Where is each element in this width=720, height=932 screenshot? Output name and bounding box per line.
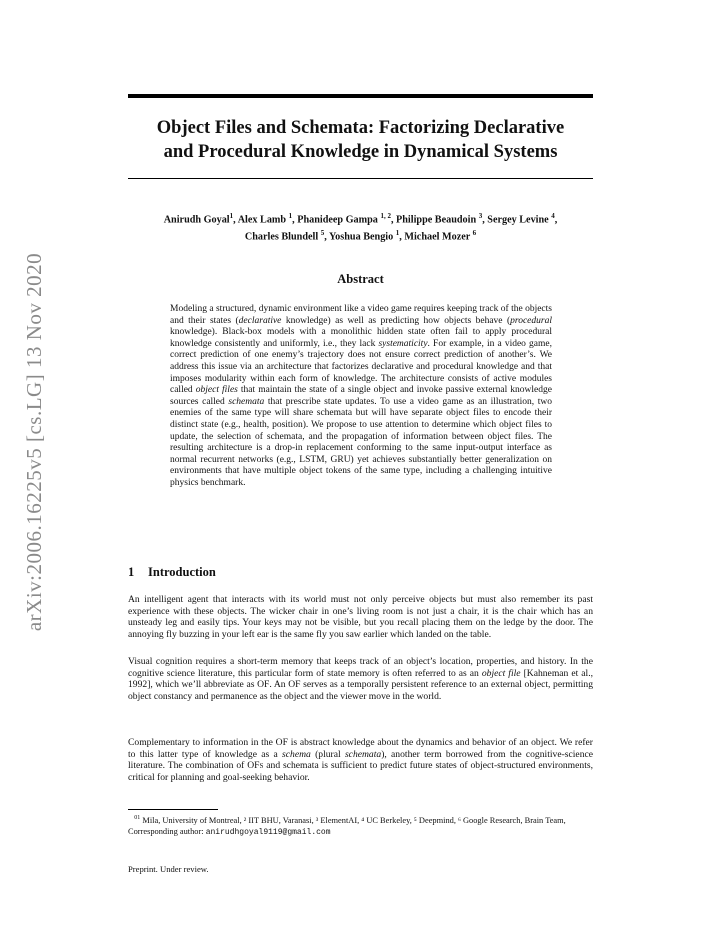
corresponding-email[interactable]: anirudhgoyal9119@gmail.com <box>205 827 331 837</box>
abstract-text: knowledge) as well as predicting how objects behave ( <box>281 315 511 326</box>
preprint-notice: Preprint. Under review. <box>128 864 209 874</box>
author-affiliation: 1 <box>229 212 234 220</box>
abstract-heading: Abstract <box>337 272 384 286</box>
abbreviation-of: OF <box>288 679 301 691</box>
author-name: Sergey Levine <box>487 214 552 226</box>
abstract-text: knowledge). Black-box models with a monolithic hidden state often fail to apply procedural knowledge consistently and uniformly, i.e., they lack <box>170 327 552 349</box>
author-affiliation: 6 <box>472 228 477 237</box>
paragraph-text: . An <box>269 679 289 691</box>
paragraph-text: and schemata is sufficient to predict future states of object-structured environments, critical for planning and goal-seeking behavior. <box>128 760 593 783</box>
paragraph-text: is abstract knowledge about the dynamics and behavior of an object. We refer to this latter type of knowledge as a <box>128 737 593 760</box>
paper-title <box>128 116 593 164</box>
arxiv-identifier-stamp: arXiv:2006.16225v5 [cs.LG] 13 Nov 2020 <box>22 252 46 632</box>
author-affiliation: 1 <box>395 228 400 237</box>
abstract-emphasis: procedural <box>510 315 552 326</box>
abstract-emphasis: systematicity <box>378 338 428 349</box>
section-heading-introduction <box>128 565 216 580</box>
author-affiliation: 1 <box>288 212 293 220</box>
title-line-1: Object Files and Schemata: Factorizing Declarative <box>156 118 565 138</box>
paragraph-text: ), another term borrowed from the cognitive-science literature. The combination of <box>128 748 594 772</box>
author-name: Phanideep Gampa <box>297 214 381 226</box>
author-affiliation: 5 <box>320 228 325 237</box>
author-name: Michael Mozer <box>404 231 473 243</box>
abstract-text: that prescribe state updates. To use a video game as an illustration, two enemies of the same type will share schemata but will have separate object files to encode their distinct state (e.g., health, position). We propose to use attention to determine which object files to update, the selection of schemata, and the propagation of information between object files. The resulting architecture is a drop-in replacement conforming to the same input-output interface as normal recurrent networks (e.g., LSTM, GRU) yet achieves substantially better generalization on environments that have multiple object tokens of the same type, including a challenging intuitive physics benchmark. <box>170 396 552 488</box>
abbreviation-ofs: OFs <box>247 760 264 772</box>
footnote-mark: 01 <box>134 815 141 821</box>
author-name: Yoshua Bengio <box>328 231 396 243</box>
footnote-rule <box>128 809 218 810</box>
paragraph-emphasis: schemata <box>344 748 382 760</box>
abstract-text: that maintain the state of a single object and invoke passive external knowledge sources called <box>170 385 552 407</box>
paragraph-text: (plural <box>310 748 345 760</box>
intro-paragraph-1: An intelligent agent that interacts with its world must not only perceive objects but must also remember its past experience with these objects. The wicker chair in one’s living room is not just a chair, it is the chair which has an unsteady leg and easily tips. Your keys may not be visible, but you recall placing them on the ledge by the door. The annoying fly buzzing in your left ear is the same fly you saw earlier which landed on the table. <box>128 594 593 640</box>
author-name: Anirudh Goyal <box>163 214 230 226</box>
paragraph-emphasis: schema <box>282 748 311 760</box>
abbreviation-of: OF <box>275 737 288 748</box>
section-title: Introduction <box>148 565 216 579</box>
affiliation-footnote <box>128 813 593 838</box>
paragraph-text: Complementary to information in the <box>128 737 276 748</box>
author-name: Philippe Beaudoin <box>396 214 479 226</box>
title-line-2: and Procedural Knowledge in Dynamical Systems <box>163 142 558 162</box>
author-affiliation: 4 <box>551 212 555 220</box>
footnote-text: Mila, University of Montreal, ² IIT BHU, Varanasi, ³ ElementAI, ⁴ UC Berkeley, ⁵ Deepmind, ⁶ Google Research, Brain Team, Corresponding author: <box>128 815 566 836</box>
paragraph-text: [Kahneman et al., 1992], which we’ll abbreviate as <box>128 667 593 691</box>
author-name: Alex Lamb <box>237 214 289 226</box>
top-title-rule <box>128 94 593 98</box>
author-affiliation: 3 <box>478 212 483 220</box>
abstract-emphasis: object files <box>195 385 238 396</box>
abstract-text: . For example, in a video game, correct prediction of one enemy’s trajectory does not ensure correct prediction of another’s. We address this issue via an architecture that factorizes declarative and procedural knowledge and that imposes modularity within each form of knowledge. The architecture consists of active modules called <box>170 338 552 396</box>
abstract-emphasis: declarative <box>238 315 282 326</box>
author-list <box>128 210 593 244</box>
abstract-body <box>170 304 552 490</box>
bottom-title-rule <box>128 178 593 179</box>
abbreviation-of: OF <box>257 679 270 691</box>
abstract-text: Modeling a structured, dynamic environment like a video game requires keeping track of the objects and their states ( <box>170 304 552 326</box>
paragraph-text: serves as a temporally persistent reference to an external object, permitting object constancy and permanence as the object and the viewer move in the world. <box>128 679 594 702</box>
section-number: 1 <box>128 565 135 579</box>
author-affiliation: 1, 2 <box>380 212 391 220</box>
intro-paragraph-2 <box>128 656 593 702</box>
abstract-emphasis: schemata <box>228 396 265 407</box>
author-line-2: Charles Blundell $^5$, Yoshua Bengio $^1$, Michael Mozer $^6$ <box>244 228 477 243</box>
author-line-1: Anirudh Goyal$^1$, Alex Lamb $^1$, Phanideep Gampa $^{1, 2}$, Philippe Beaudoin $^3$, Sergey Levine $^4$, <box>163 212 558 226</box>
paragraph-emphasis: object file <box>481 667 521 679</box>
intro-paragraph-3 <box>128 737 593 783</box>
author-name: Charles Blundell <box>244 231 321 243</box>
paragraph-text: Visual cognition requires a short-term memory that keeps track of an object’s location, properties, and history. In the cognitive science literature, this particular form of state memory is often referred to as an <box>128 656 593 679</box>
